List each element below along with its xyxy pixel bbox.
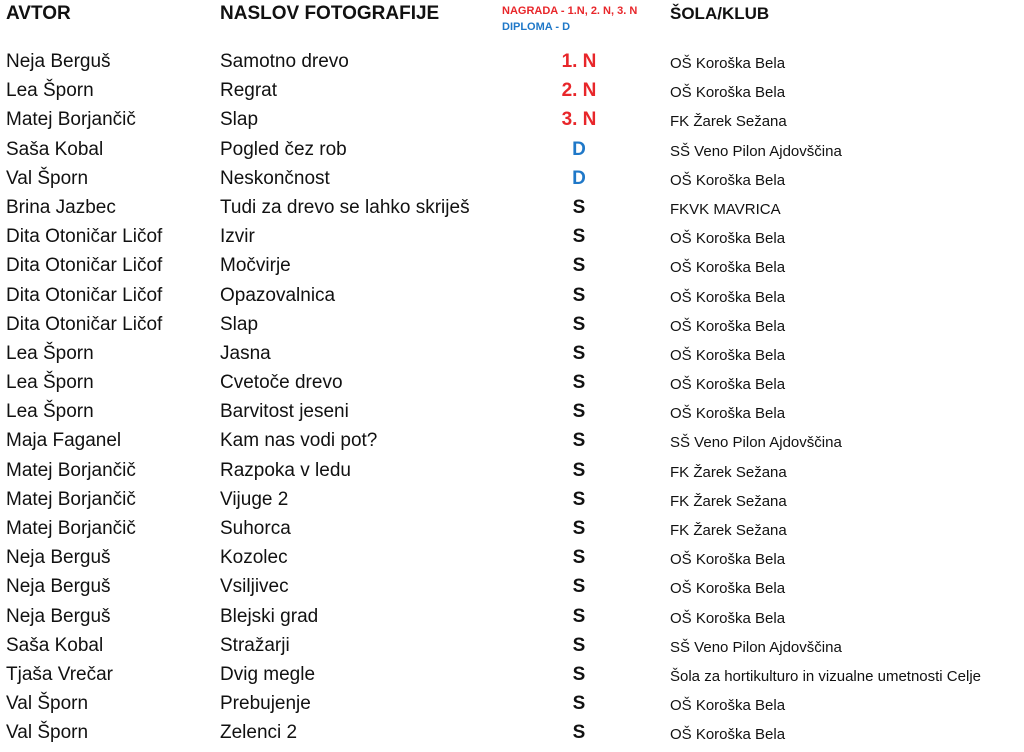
avtor-cell: Brina Jazbec [6,196,116,218]
table-row [0,691,1024,720]
table-row [0,341,1024,370]
table-row [0,137,1024,166]
avtor-cell: Val Šporn [6,722,89,744]
naslov-cell: Jasna [220,342,271,364]
naslov-cell: Močvirje [220,255,291,277]
table-row [0,399,1024,428]
sola-cell: OŠ Koroška Bela [670,346,786,364]
naslov-cell: Tudi za drevo se lahko skriješ [220,196,470,218]
table-row [0,487,1024,516]
naslov-cell: Slap [220,109,259,131]
naslov-cell: Dvig megle [220,663,316,685]
table-row [0,49,1024,78]
ocena-cell: S [572,634,586,656]
sola-cell: OŠ Koroška Bela [670,55,786,72]
naslov-cell: Vijuge 2 [220,488,289,510]
ocena-cell: 3. N [561,109,597,131]
table-row [0,312,1024,341]
table-row [0,253,1024,282]
header-sola: ŠOLA/KLUB [670,4,770,23]
naslov-cell: Kam nas vodi pot? [220,430,378,452]
ocena-cell: S [572,196,586,218]
avtor-cell: Dita Otoničar Ličof [6,284,163,306]
avtor-cell: Lea Šporn [6,80,94,102]
naslov-cell: Stražarji [220,634,290,656]
ocena-cell: 2. N [561,80,597,102]
ocena-cell: 1. N [561,51,597,72]
sola-cell: OŠ Koroška Bela [670,376,786,394]
avtor-cell: Matej Borjančič [6,488,136,510]
naslov-cell: Razpoka v ledu [220,459,351,481]
sola-cell: SŠ Veno Pilon Ajdovščina [670,142,842,160]
sola-cell: OŠ Koroška Bela [670,405,786,423]
sola-cell: OŠ Koroška Bela [670,259,786,277]
ocena-cell: S [572,693,586,715]
sola-cell: SŠ Veno Pilon Ajdovščina [670,638,842,656]
naslov-cell: Blejski grad [220,605,319,627]
table-row [0,516,1024,545]
ocena-cell: S [572,663,586,685]
avtor-cell: Neja Berguš [6,605,111,627]
avtor-cell: Val Šporn [6,693,89,715]
ocena-cell: D [572,167,586,189]
sola-cell: OŠ Koroška Bela [670,551,786,569]
naslov-cell: Regrat [220,80,278,102]
ocena-cell: S [572,255,586,277]
sola-cell: Šola za hortikulturo in vizualne umetnosti Celje [670,667,981,685]
avtor-cell: Neja Berguš [6,51,111,72]
table-row [0,428,1024,457]
ocena-cell: S [572,372,586,394]
avtor-cell: Dita Otoničar Ličof [6,226,163,248]
sola-cell: FK Žarek Sežana [670,463,787,481]
sola-cell: FKVK MAVRICA [670,200,781,218]
naslov-cell: Neskončnost [220,167,330,189]
sola-cell: OŠ Koroška Bela [670,171,786,189]
avtor-cell: Lea Šporn [6,342,94,364]
header-avtor: AVTOR [6,3,71,24]
sola-cell: OŠ Koroška Bela [670,609,786,627]
sola-cell: OŠ Koroška Bela [670,84,786,102]
table-row [0,107,1024,136]
avtor-cell: Saša Kobal [6,634,104,656]
naslov-cell: Opazovalnica [220,284,336,306]
avtor-cell: Lea Šporn [6,372,94,394]
ocena-cell: S [572,722,586,744]
ocena-cell: S [572,605,586,627]
naslov-cell: Cvetoče drevo [220,372,343,394]
header-nagrada-legend: NAGRADA - 1.N, 2. N, 3. N [502,5,638,17]
avtor-cell: Lea Šporn [6,401,94,423]
ocena-cell: S [572,226,586,248]
sola-cell: FK Žarek Sežana [670,522,787,539]
ocena-cell: S [572,576,586,598]
table-row [0,78,1024,107]
sola-cell: FK Žarek Sežana [670,492,787,510]
header-diploma-legend: DIPLOMA - D [502,21,571,33]
sola-cell: OŠ Koroška Bela [670,230,786,248]
table-row [0,720,1024,749]
avtor-cell: Neja Berguš [6,547,111,569]
ocena-cell: D [572,138,586,160]
sola-cell: OŠ Koroška Bela [670,726,786,744]
table-row [0,370,1024,399]
naslov-cell: Barvitost jeseni [220,401,349,423]
naslov-cell: Prebujenje [220,693,311,715]
ocena-cell: S [572,284,586,306]
table-row [0,633,1024,662]
naslov-cell: Izvir [220,226,255,248]
avtor-cell: Dita Otoničar Ličof [6,255,163,277]
ocena-cell: S [572,459,586,481]
ocena-cell: S [572,401,586,423]
naslov-cell: Samotno drevo [220,51,349,72]
naslov-cell: Kozolec [220,547,288,569]
table-row [0,604,1024,633]
naslov-cell: Zelenci 2 [220,722,298,744]
avtor-cell: Maja Faganel [6,430,122,452]
table-row [0,545,1024,574]
ocena-cell: S [572,342,586,364]
naslov-cell: Vsiljivec [220,576,289,598]
avtor-cell: Neja Berguš [6,576,111,598]
avtor-cell: Matej Borjančič [6,518,136,539]
ocena-cell: S [572,518,586,539]
avtor-cell: Val Šporn [6,167,89,189]
avtor-cell: Dita Otoničar Ličof [6,313,163,335]
naslov-cell: Pogled čez rob [220,138,347,160]
table-row [0,224,1024,253]
table-row [0,662,1024,691]
sola-cell: OŠ Koroška Bela [670,317,786,335]
sola-cell: FK Žarek Sežana [670,113,787,131]
naslov-cell: Suhorca [220,518,291,539]
table-row [0,283,1024,312]
ocena-cell: S [572,547,586,569]
avtor-cell: Matej Borjančič [6,459,136,481]
sola-cell: OŠ Koroška Bela [670,288,786,306]
table-row [0,574,1024,603]
avtor-cell: Matej Borjančič [6,109,136,131]
table-row [0,195,1024,224]
table-row [0,166,1024,195]
table-row [0,458,1024,487]
ocena-cell: S [572,430,586,452]
header-naslov: NASLOV FOTOGRAFIJE [220,3,440,24]
ocena-cell: S [572,488,586,510]
ocena-cell: S [572,313,586,335]
naslov-cell: Slap [220,313,259,335]
avtor-cell: Tjaša Vrečar [6,663,113,685]
sola-cell: OŠ Koroška Bela [670,697,786,715]
avtor-cell: Saša Kobal [6,138,104,160]
sola-cell: SŠ Veno Pilon Ajdovščina [670,434,842,452]
sola-cell: OŠ Koroška Bela [670,580,786,598]
table-body [0,49,1024,750]
